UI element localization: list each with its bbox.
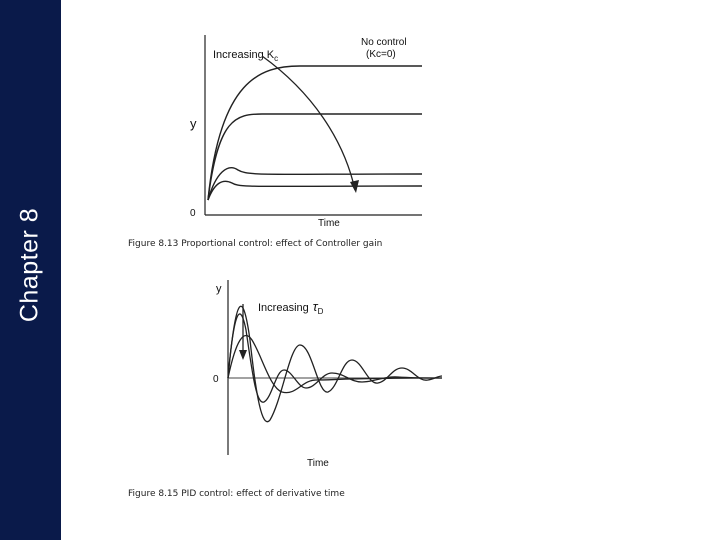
fig1-increasing-label: Increasing $K_c$ [213,49,279,63]
fig1-curve-high-gain [208,181,422,200]
figure-caption-8-13: Figure 8.13 Proportional control: effect of Controller gain [128,239,383,249]
fig1-x-label: Time [318,218,340,229]
fig1-no-control-label-2: (Kc=0) [366,49,396,60]
fig1-zero-label: 0 [190,208,196,219]
fig1-curve-low-gain [208,114,422,200]
fig1-increasing-gain-arrow [262,56,355,190]
fig1-curve-medium-gain [208,168,422,200]
figure-caption-8-15: Figure 8.15 PID control: effect of derivative time [128,489,345,499]
fig2-curve-large-tau [228,336,442,393]
chapter-sidebar [0,0,61,540]
chapter-title: Chapter 8 [15,207,44,323]
fig2-arrow-head [239,350,247,360]
fig1-no-control-label-1: No control [361,37,407,48]
fig2-y-label: y [216,283,222,295]
fig1-y-label: y [190,116,197,131]
fig2-curve-medium-tau [228,314,442,402]
fig2-x-label: Time [307,458,329,469]
fig2-zero-label: 0 [213,374,219,385]
fig2-increasing-label: Increasing $\tau_D$ [258,299,324,316]
fig1-arrow-head [350,180,359,193]
fig1-curve-no-control [208,66,422,200]
fig2-curve-small-tau [228,306,442,421]
